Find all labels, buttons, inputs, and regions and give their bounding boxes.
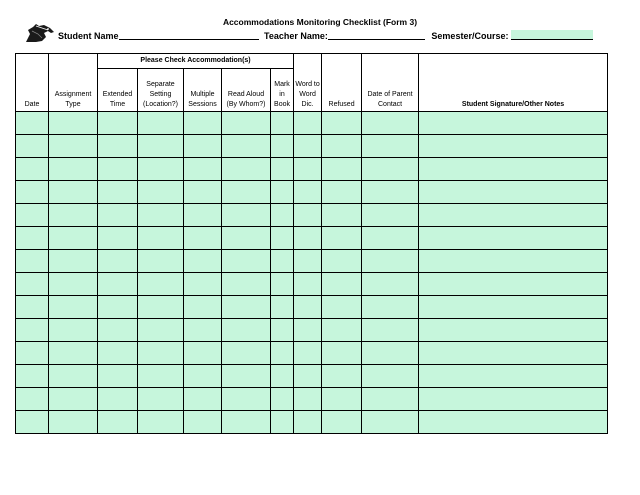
table-cell[interactable]	[16, 388, 49, 411]
table-cell[interactable]	[98, 135, 138, 158]
table-cell[interactable]	[49, 273, 98, 296]
table-cell[interactable]	[322, 342, 362, 365]
table-cell[interactable]	[271, 411, 294, 434]
table-cell[interactable]	[16, 319, 49, 342]
table-cell[interactable]	[362, 227, 419, 250]
col-mark-in-book: Mark in Book	[271, 69, 294, 112]
table-row	[16, 204, 608, 227]
table-cell[interactable]	[294, 411, 322, 434]
table-cell[interactable]	[138, 342, 184, 365]
table-row	[16, 135, 608, 158]
table-cell[interactable]	[222, 135, 271, 158]
table-cell[interactable]	[184, 112, 222, 135]
table-row	[16, 250, 608, 273]
table-cell[interactable]	[419, 204, 608, 227]
table-cell[interactable]	[362, 181, 419, 204]
table-cell[interactable]	[362, 342, 419, 365]
col-date: Date	[16, 54, 49, 112]
table-cell[interactable]	[222, 112, 271, 135]
table-cell[interactable]	[294, 365, 322, 388]
table-cell[interactable]	[222, 319, 271, 342]
table-cell[interactable]	[222, 250, 271, 273]
table-cell[interactable]	[16, 135, 49, 158]
table-cell[interactable]	[419, 158, 608, 181]
table-cell[interactable]	[419, 388, 608, 411]
table-cell[interactable]	[419, 227, 608, 250]
table-cell[interactable]	[49, 204, 98, 227]
table-cell[interactable]	[294, 296, 322, 319]
table-cell[interactable]	[16, 250, 49, 273]
table-cell[interactable]	[98, 204, 138, 227]
table-cell[interactable]	[16, 204, 49, 227]
table-cell[interactable]	[138, 158, 184, 181]
table-cell[interactable]	[271, 250, 294, 273]
table-cell[interactable]	[362, 158, 419, 181]
table-cell[interactable]	[362, 411, 419, 434]
table-cell[interactable]	[322, 296, 362, 319]
table-cell[interactable]	[419, 181, 608, 204]
table-row	[16, 296, 608, 319]
table-cell[interactable]	[271, 319, 294, 342]
table-cell[interactable]	[222, 388, 271, 411]
table-cell[interactable]	[184, 181, 222, 204]
table-cell[interactable]	[49, 319, 98, 342]
semester-course-field[interactable]	[511, 30, 593, 40]
table-cell[interactable]	[222, 181, 271, 204]
col-multiple-sessions: Multiple Sessions	[184, 69, 222, 112]
table-cell[interactable]	[222, 273, 271, 296]
table-cell[interactable]	[98, 342, 138, 365]
table-cell[interactable]	[294, 112, 322, 135]
table-cell[interactable]	[294, 135, 322, 158]
table-cell[interactable]	[294, 204, 322, 227]
table-cell[interactable]	[16, 227, 49, 250]
mustang-logo-icon	[24, 22, 56, 44]
table-cell[interactable]	[271, 365, 294, 388]
table-cell[interactable]	[271, 181, 294, 204]
table-cell[interactable]	[49, 135, 98, 158]
table-cell[interactable]	[222, 411, 271, 434]
table-cell[interactable]	[294, 158, 322, 181]
table-cell[interactable]	[419, 342, 608, 365]
table-cell[interactable]	[98, 227, 138, 250]
table-cell[interactable]	[271, 204, 294, 227]
table-cell[interactable]	[322, 227, 362, 250]
table-cell[interactable]	[222, 158, 271, 181]
table-cell[interactable]	[322, 365, 362, 388]
table-cell[interactable]	[49, 388, 98, 411]
table-cell[interactable]	[184, 204, 222, 227]
table-cell[interactable]	[419, 411, 608, 434]
table-row	[16, 388, 608, 411]
table-cell[interactable]	[271, 296, 294, 319]
table-cell[interactable]	[294, 181, 322, 204]
table-cell[interactable]	[16, 158, 49, 181]
table-cell[interactable]	[271, 158, 294, 181]
table-row	[16, 227, 608, 250]
col-signature-notes: Student Signature/Other Notes	[419, 54, 608, 112]
table-cell[interactable]	[322, 158, 362, 181]
table-cell[interactable]	[362, 365, 419, 388]
table-cell[interactable]	[419, 296, 608, 319]
table-cell[interactable]	[184, 411, 222, 434]
table-cell[interactable]	[98, 319, 138, 342]
col-read-aloud: Read Aloud (By Whom?)	[222, 69, 271, 112]
table-cell[interactable]	[362, 296, 419, 319]
table-cell[interactable]	[222, 296, 271, 319]
table-cell[interactable]	[322, 273, 362, 296]
table-cell[interactable]	[138, 181, 184, 204]
table-cell[interactable]	[322, 135, 362, 158]
student-name-label: Student Name	[58, 31, 119, 41]
col-separate-setting: Separate Setting (Location?)	[138, 69, 184, 112]
table-row	[16, 112, 608, 135]
table-row	[16, 411, 608, 434]
table-cell[interactable]	[49, 296, 98, 319]
col-parent-contact: Date of Parent Contact	[362, 54, 419, 112]
table-cell[interactable]	[138, 112, 184, 135]
table-cell[interactable]	[294, 273, 322, 296]
table-cell[interactable]	[294, 250, 322, 273]
table-cell[interactable]	[98, 365, 138, 388]
table-cell[interactable]	[138, 250, 184, 273]
student-name-field[interactable]	[119, 30, 259, 40]
table-cell[interactable]	[138, 411, 184, 434]
table-cell[interactable]	[49, 250, 98, 273]
table-cell[interactable]	[16, 112, 49, 135]
table-cell[interactable]	[294, 342, 322, 365]
table-cell[interactable]	[419, 250, 608, 273]
table-cell[interactable]	[98, 181, 138, 204]
table-cell[interactable]	[362, 135, 419, 158]
accommodations-table	[15, 53, 608, 434]
table-cell[interactable]	[271, 112, 294, 135]
table-cell[interactable]	[271, 388, 294, 411]
table-cell[interactable]	[16, 181, 49, 204]
table-cell[interactable]	[322, 411, 362, 434]
table-cell[interactable]	[49, 227, 98, 250]
teacher-name-field[interactable]	[328, 30, 425, 40]
table-row	[16, 365, 608, 388]
table-row	[16, 181, 608, 204]
accommodations-group-header: Please Check Accommodation(s)	[98, 54, 294, 69]
table-cell[interactable]	[138, 135, 184, 158]
form-title: Accommodations Monitoring Checklist (Form 3)	[222, 17, 418, 27]
table-cell[interactable]	[98, 411, 138, 434]
table-cell[interactable]	[184, 227, 222, 250]
table-cell[interactable]	[362, 273, 419, 296]
table-cell[interactable]	[138, 227, 184, 250]
teacher-name-label: Teacher Name:	[264, 31, 328, 41]
table-cell[interactable]	[49, 342, 98, 365]
table-cell[interactable]	[271, 273, 294, 296]
table-cell[interactable]	[322, 112, 362, 135]
table-cell[interactable]	[222, 204, 271, 227]
table-cell[interactable]	[271, 227, 294, 250]
table-cell[interactable]	[138, 273, 184, 296]
table-cell[interactable]	[184, 135, 222, 158]
table-cell[interactable]	[419, 112, 608, 135]
table-cell[interactable]	[322, 204, 362, 227]
table-cell[interactable]	[16, 365, 49, 388]
table-cell[interactable]	[184, 296, 222, 319]
header-fields	[58, 30, 593, 41]
table-cell[interactable]	[271, 342, 294, 365]
table-cell[interactable]	[222, 342, 271, 365]
table-cell[interactable]	[322, 250, 362, 273]
table-cell[interactable]	[16, 411, 49, 434]
table-cell[interactable]	[419, 273, 608, 296]
table-cell[interactable]	[322, 388, 362, 411]
table-cell[interactable]	[98, 250, 138, 273]
table-cell[interactable]	[222, 227, 271, 250]
table-cell[interactable]	[294, 227, 322, 250]
table-cell[interactable]	[322, 181, 362, 204]
table-cell[interactable]	[184, 388, 222, 411]
table-cell[interactable]	[138, 204, 184, 227]
table-cell[interactable]	[362, 388, 419, 411]
table-cell[interactable]	[419, 135, 608, 158]
table-cell[interactable]	[322, 319, 362, 342]
table-cell[interactable]	[49, 181, 98, 204]
table-cell[interactable]	[184, 342, 222, 365]
table-cell[interactable]	[138, 388, 184, 411]
table-cell[interactable]	[49, 112, 98, 135]
table-cell[interactable]	[362, 319, 419, 342]
table-cell[interactable]	[294, 319, 322, 342]
table-cell[interactable]	[419, 365, 608, 388]
col-refused: Refused	[322, 54, 362, 112]
col-word-to-word-dic: Word to Word Dic.	[294, 54, 322, 112]
table-row	[16, 158, 608, 181]
table-cell[interactable]	[184, 319, 222, 342]
table-cell[interactable]	[138, 296, 184, 319]
table-cell[interactable]	[98, 273, 138, 296]
table-cell[interactable]	[16, 342, 49, 365]
col-extended-time: Extended Time	[98, 69, 138, 112]
table-cell[interactable]	[138, 365, 184, 388]
semester-course-label: Semester/Course:	[431, 31, 509, 41]
table-cell[interactable]	[49, 411, 98, 434]
table-cell[interactable]	[16, 296, 49, 319]
table-cell[interactable]	[362, 204, 419, 227]
table-cell[interactable]	[184, 250, 222, 273]
table-row	[16, 273, 608, 296]
table-row	[16, 319, 608, 342]
col-assignment-type: Assignment Type	[49, 54, 98, 112]
table-cell[interactable]	[98, 388, 138, 411]
table-cell[interactable]	[49, 158, 98, 181]
table-cell[interactable]	[98, 296, 138, 319]
table-cell[interactable]	[222, 365, 271, 388]
table-cell[interactable]	[16, 273, 49, 296]
table-cell[interactable]	[184, 158, 222, 181]
table-cell[interactable]	[271, 135, 294, 158]
table-cell[interactable]	[98, 158, 138, 181]
table-cell[interactable]	[49, 365, 98, 388]
table-cell[interactable]	[184, 365, 222, 388]
table-cell[interactable]	[419, 319, 608, 342]
table-cell[interactable]	[98, 112, 138, 135]
table-row	[16, 342, 608, 365]
table-cell[interactable]	[294, 388, 322, 411]
table-cell[interactable]	[362, 250, 419, 273]
table-cell[interactable]	[184, 273, 222, 296]
table-cell[interactable]	[138, 319, 184, 342]
table-cell[interactable]	[362, 112, 419, 135]
